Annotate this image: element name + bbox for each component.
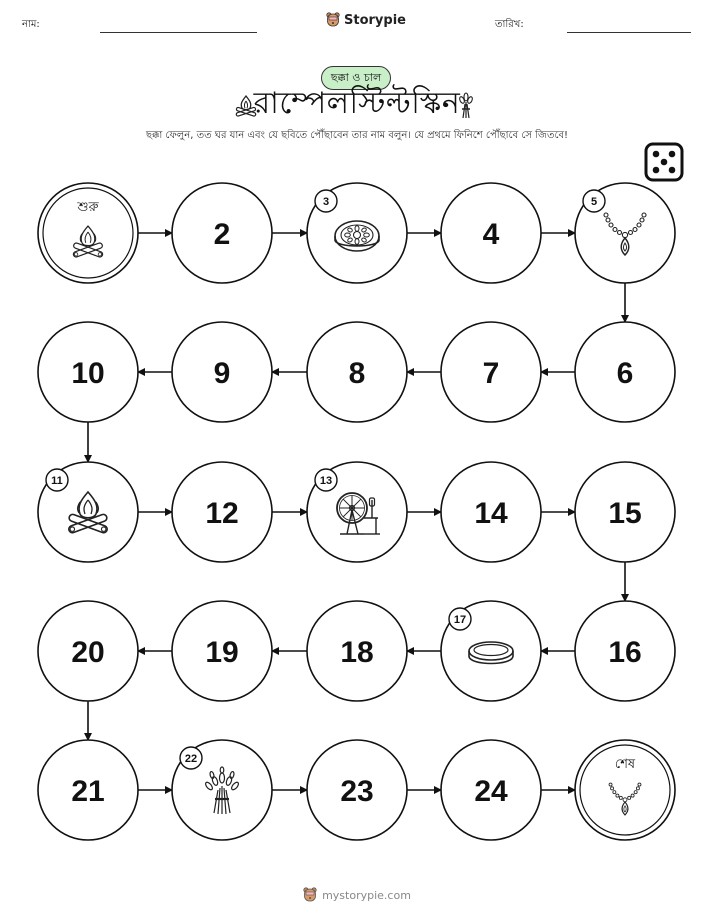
bear-icon	[303, 887, 317, 903]
board-space-16[interactable]	[575, 601, 675, 701]
board-space-7[interactable]	[441, 322, 541, 422]
space-number: 7	[482, 357, 500, 390]
board-space-8[interactable]	[307, 322, 407, 422]
board-space-5[interactable]	[575, 183, 675, 283]
space-number: 18	[340, 636, 374, 669]
board-space-18[interactable]	[307, 601, 407, 701]
space-number: 6	[616, 357, 634, 390]
space-number: 4	[482, 218, 500, 251]
space-number: 22	[184, 753, 198, 765]
board-space-15[interactable]	[575, 462, 675, 562]
space-number: 17	[453, 614, 467, 626]
footer	[0, 887, 714, 903]
space-number: 19	[205, 636, 239, 669]
space-number: 15	[608, 497, 642, 530]
space-number: 16	[608, 636, 642, 669]
space-number: 2	[213, 218, 231, 251]
end-label: শেষ	[614, 757, 636, 772]
space-number: 21	[71, 775, 105, 808]
board-space-13[interactable]	[307, 462, 407, 562]
space-number: 23	[340, 775, 374, 808]
finish-space[interactable]	[575, 740, 675, 840]
space-number: 5	[590, 196, 598, 208]
board-space-20[interactable]	[38, 601, 138, 701]
board-space-21[interactable]	[38, 740, 138, 840]
board-space-11[interactable]	[38, 462, 138, 562]
space-number: 14	[474, 497, 508, 530]
board-space-22[interactable]	[172, 740, 272, 840]
footer-url[interactable]: mystorypie.com	[322, 888, 411, 902]
space-circle	[38, 183, 138, 283]
board-space-4[interactable]	[441, 183, 541, 283]
space-number: 24	[474, 775, 508, 808]
board-space-2[interactable]	[172, 183, 272, 283]
board-space-17[interactable]	[441, 601, 541, 701]
space-number: 13	[319, 475, 333, 487]
board-space-10[interactable]	[38, 322, 138, 422]
space-circle	[575, 740, 675, 840]
page-title: রাম্পেলস্টিল্টস্কিন	[253, 86, 461, 121]
board-space-23[interactable]	[307, 740, 407, 840]
space-number: 8	[348, 357, 366, 390]
space-number: 10	[71, 357, 105, 390]
board-space-9[interactable]	[172, 322, 272, 422]
game-type-tag: ছক্কা ও চাল	[321, 66, 391, 90]
space-number: 11	[51, 475, 63, 487]
board-space-6[interactable]	[575, 322, 675, 422]
space-number: 12	[205, 497, 239, 530]
board-space-24[interactable]	[441, 740, 541, 840]
start-label: শুরু	[77, 200, 99, 215]
space-number: 20	[71, 636, 105, 669]
instructions: ছক্কা ফেলুন, তত ঘর যান এবং যে ছবিতে পৌঁছাবেন তার নাম বলুন। যে প্রথমে ফিনিশে পৌঁছাবে সে জিতবে!	[145, 130, 569, 141]
board-space-12[interactable]	[172, 462, 272, 562]
space-number: 3	[322, 196, 330, 208]
board-space-3[interactable]	[307, 183, 407, 283]
date-label: তারিখ:	[495, 19, 524, 30]
board-space-19[interactable]	[172, 601, 272, 701]
space-number: 9	[213, 357, 231, 390]
board-space-14[interactable]	[441, 462, 541, 562]
name-label: নাম:	[22, 19, 40, 30]
start-space[interactable]	[38, 183, 138, 283]
logo-text: Storypie	[344, 12, 406, 28]
